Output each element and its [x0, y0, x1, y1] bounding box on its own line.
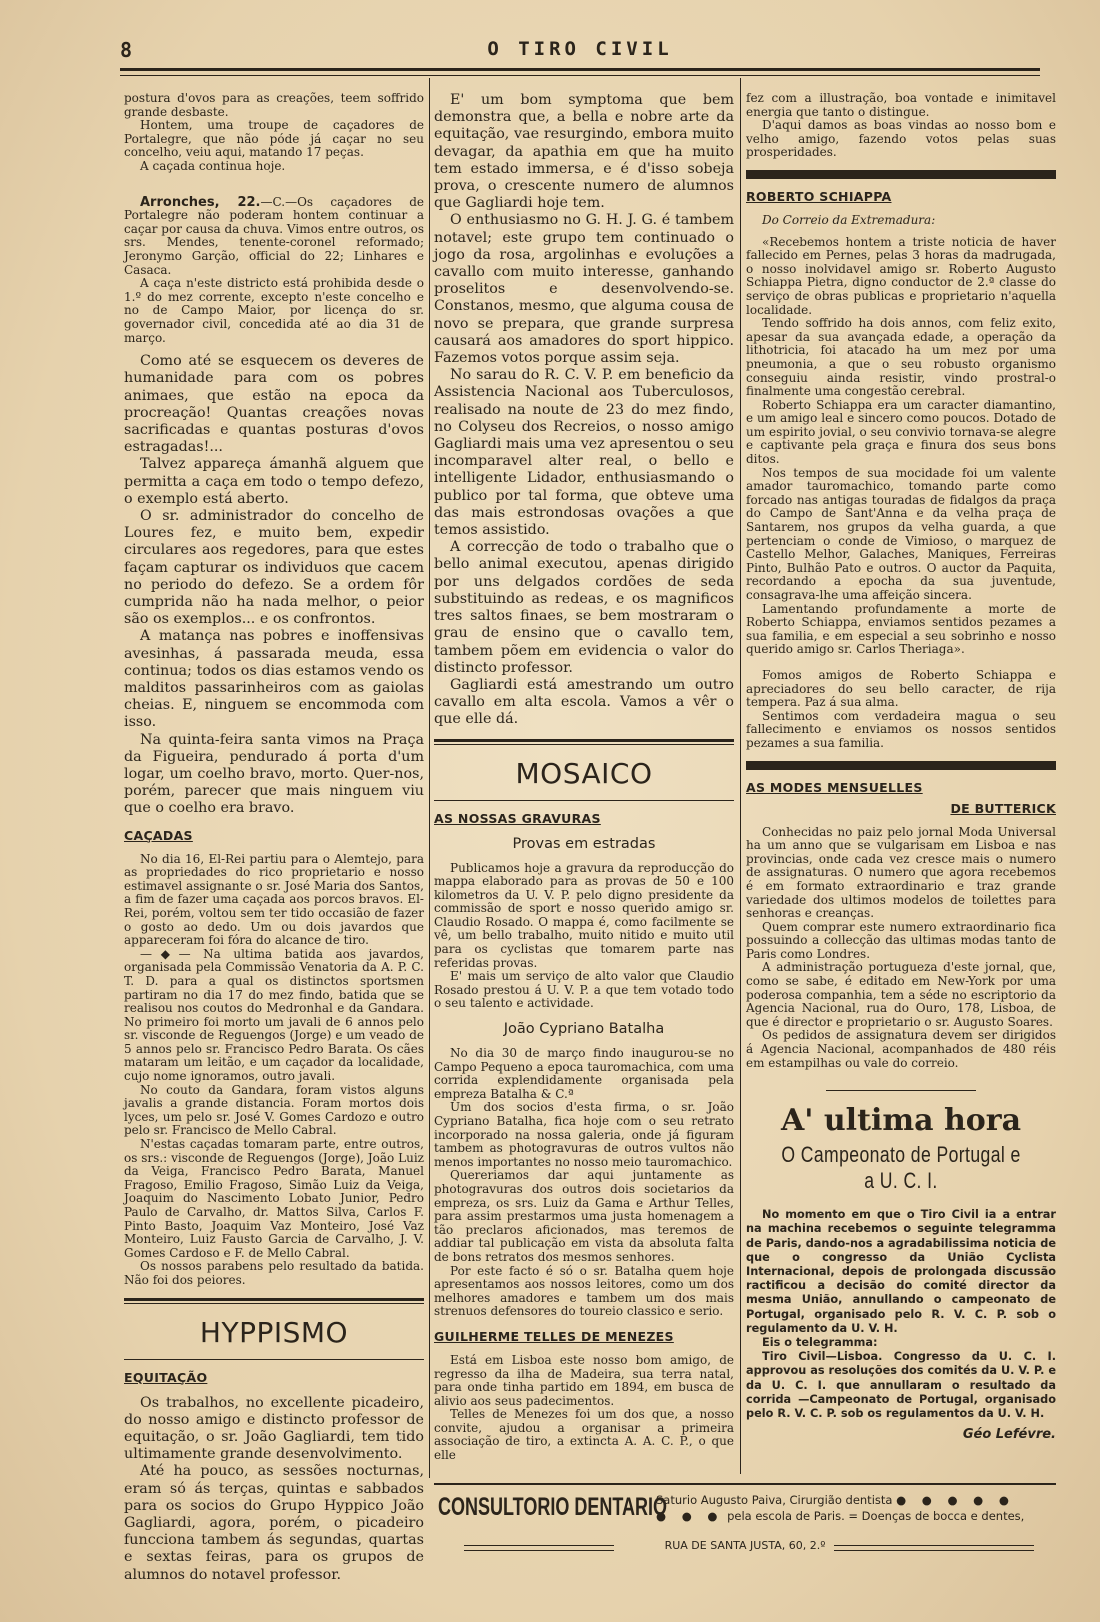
ad-address: RUA DE SANTA JUSTA, 60, 2.º [664, 1539, 826, 1552]
section-title-hyppismo: HYPPISMO [199, 1315, 349, 1349]
paragraph: N'estas caçadas tomaram parte, entre outros, os srs.: visconde de Reguengos (Jorge), João Luiz da Veiga, Francisco Pedro Barata, Manuel Fragoso, Emilio Fragoso, Simão Luiz da Veiga, Joaquim do Nascimento Lobato Junior, Pedro Paulo de Carvalho, dr. Mattos Silva, Carlos F. Pinto Basto, Joaquim Vaz Monteiro, José Vaz Monteiro, Luiz Fausto Garcia de Carvalho, J. V. Gomes Cardoso e F. de Mello Cabral. [124, 1137, 424, 1260]
section-heading-butterick: DE BUTTERICK [950, 800, 1056, 816]
dateline-text: —C.—Os caçadores de Portalegre não poderam hontem continuar a caçar por causa da chuva. Vimos entre outros, os srs. Mendes, tenente-coronel reformado; Jeronymo Garção, official do 22; Linhares e Casaca. [124, 194, 424, 277]
paragraph: Nos tempos de sua mocidade foi um valente amador tauromachico, tomando parte como forcado nas antigas touradas de fidalgos da praça do Campo de Sant'Anna e da velha praça de Santarem, nos grupos da velha guarda, a que pertenciam o conde de Vimioso, o marquez de Castello Melhor, Galaches, Maniques, Ferreiras Pinto, Bulhão Pato e outros. O auctor da Paquita, recordando a epocha da sua juventude, consagrava-lhe uma affeição sincera. [746, 465, 1056, 602]
title-rule [434, 800, 734, 801]
paragraph: Os nossos parabens pelo resultado da batida. Não foi dos peiores. [124, 1259, 424, 1287]
late-news-subtitle: O Campeonato de Portugal e a U. C. I. [781, 1142, 1021, 1194]
subheading-provas: Provas em estradas [512, 835, 656, 852]
section-heading-cacadas: CAÇADAS [124, 827, 193, 843]
paragraph: Quereriamos dar aqui juntamente as photogravuras dos outros dois societarios da empreza, os srs. Luiz da Gama e Arthur Telles, para assim prestarmos uma justa homenagem a tão preclaros aficionados, mas teremos de addiar tal publicação em vista da absoluta falta de bons retratos dos mesmos senhores. [434, 1168, 734, 1264]
section-rule [124, 1298, 424, 1304]
paragraph: Como até se esquecem os deveres de humanidade para com os pobres animaes, que estão na epoca da procreação! Quantas creações novas sacrificadas e quantas posturas d'ovos estragadas!... [124, 353, 424, 456]
ad-dots: ● ● ● ● ● [896, 1493, 1015, 1507]
spacer [124, 345, 424, 353]
section-title-mosaico: MOSAICO [515, 756, 653, 790]
paragraph: No dia 30 de março findo inaugurou-se no Campo Pequeno a epoca tauromachica, com uma corrida explendidamente organisada pela empreza Batalha & C.ª [434, 1046, 734, 1101]
ornament-bar [746, 170, 1056, 179]
column-3 [746, 92, 1056, 1474]
column-divider-1 [429, 78, 430, 1478]
paragraph: A correcção de todo o trabalho que o bello animal executou, apenas dirigido por uns delgados cordões de seda substituindo as redeas, e os magnificos tres saltos finaes, se bem mostraram o grau de ensino que o cavallo tem, tambem põem em evidencia o valor do distincto professor. [434, 539, 734, 676]
column-divider-2 [740, 78, 741, 1474]
paragraph: O enthusiasmo no G. H. J. G. é tambem notavel; este grupo tem continuado o jogo da rosa, argolinhas e evoluções a cavallo com muito interesse, ganhando proselitos e desenvolvendo-se. Constanos, mesmo, que alguma cousa de novo se prepara, que grande surpresa causará aos amadores do sport hippico. Fazemos votos porque assim seja. [434, 212, 734, 367]
paragraph: Conhecidas no paiz pelo jornal Moda Universal ha um anno que se vulgarisam em Lisboa e nas provincias, onde cada vez cresce mais o numero de assignaturas. O numero que agora recebemos é em formato extraordinario e traz grande variedade dos ultimos modelos de toilettes para senhoras e creanças. [746, 824, 1056, 921]
section-heading-telles: GUILHERME TELLES DE MENEZES [434, 1328, 674, 1344]
section-heading-schiappa: ROBERTO SCHIAPPA [746, 188, 892, 204]
ad-line-2-text: pela escola de Paris. = Doenças de bocca e dentes, [727, 1509, 1025, 1523]
paragraph: Um dos socios d'esta firma, o sr. João Cypriano Batalha, fica hoje com o seu retrato incorporado na nossa galeria, onde já figuram tambem as photogravuras de outros vultos não menos importantes no nosso meio tauromachico. [434, 1100, 734, 1169]
ad-line-2 [656, 1509, 1024, 1523]
paragraph: Na quinta-feira santa vimos na Praça da Figueira, pendurado á porta d'um logar, um coelho bravo, morto. Quer-nos, porém, parecer que mais ninguem viu que o coelho era bravo. [124, 731, 424, 817]
late-news-title: A' ultima hora [780, 1103, 1022, 1139]
paragraph: postura d'ovos para as creações, teem soffrido grande desbaste. [124, 91, 424, 119]
paragraph: Quem comprar este numero extraordinario fica possuindo a collecção das ultimas modas tanto de Paris como Londres. [746, 919, 1056, 961]
paragraph: Tendo soffrido ha dois annos, com feliz exito, apesar da sua avançada edade, a operação da lithotricia, foi atacado ha um mez por uma pneumonia, a que o seu robusto organismo conseguiu ainda resistir, vindo prostral-o finalmente uma congestão cerebral. [746, 316, 1056, 399]
paragraph: O sr. administrador do concelho de Loures fez, e muito bem, expedir circulares aos regedores, para que estes façam capturar os individuos que cacem no periodo do defezo. Se a ordem fôr cumprida não ha nada melhor, o peior são os exemplos... e os confrontos. [124, 507, 424, 628]
newspaper-title: O TIRO CIVIL [487, 38, 673, 60]
column-2 [434, 92, 734, 1474]
paragraph: Os pedidos de assignatura devem ser dirigidos á Agencia Nacional, acompanhados de 480 réis em estampilhas ou vale do correio. [746, 1028, 1056, 1070]
paragraph: Talvez appareça ámanhã alguem que permitta a caça em todo o tempo defezo, o exemplo está aberto. [124, 456, 424, 507]
paragraph: D'aqui damos as boas vindas ao nosso bom e velho amigo, fazendo votos pelas suas prosperidades. [746, 118, 1056, 160]
subheading-batalha: João Cypriano Batalha [503, 1021, 665, 1038]
title-rule [124, 1359, 424, 1360]
page-header [120, 36, 1040, 64]
paragraph: Do Correio da Extremadura: [762, 212, 936, 227]
ad-dots-2: ● ● ● [656, 1509, 724, 1523]
paragraph: —◆— Na ultima batida aos javardos, organisada pela Commissão Venatoria da A. P. C. T. D. para a qual os distinctos sportsmen partiram no dia 17 do mez findo, batida que se realisou nos coutos do Medronhal e da Gandara. No primeiro foi morto um javali de 6 annos pelo sr. visconde de Reguengos (Jorge) e um veado de 5 annos pelo sr. Francisco Pedro Barata. Os cães mataram um leitão, e um caçador da localidade, cujo nome ignoramos, outro javali. [124, 946, 424, 1084]
ad-name: CONSULTORIO DENTARIO [438, 1493, 668, 1521]
paragraph: Os trabalhos, no excellente picadeiro, do nosso amigo e distincto professor de equitação, o sr. João Gagliardi, tem tido ultimamente grande desenvolvimento. [124, 1394, 424, 1463]
paragraph: Lamentando profundamente a morte de Roberto Schiappa, enviamos sentidos pezames a sua familia, e em especial a seu sobrinho e nosso querido amigo sr. Carlos Theriaga». [746, 601, 1056, 657]
section-heading-equitacao: EQUITAÇÃO [124, 1369, 208, 1385]
paragraph: Está em Lisboa este nosso bom amigo, de regresso da ilha de Madeira, sua terra natal, para onde tinha partido em 1894, em busca de alivio aos seus padecimentos. [434, 1352, 734, 1408]
section-heading-modes: AS MODES MENSUELLES [746, 779, 923, 795]
paragraph: A caçada continua hoje. [140, 158, 286, 173]
paragraph: Gagliardi está amestrando um outro cavallo em alta escola. Vamos a vêr o que elle dá. [434, 676, 734, 728]
signature: Géo Lefévre. [962, 1427, 1056, 1443]
paragraph: E' mais um serviço de alto valor que Claudio Rosado prestou á U. V. P. a que tem votado todo o seu talento e actividade. [434, 969, 734, 1011]
paragraph: Sentimos com verdadeira magua o seu fallecimento e enviamos os nossos sentidos pezames a sua familia. [746, 708, 1056, 750]
ornament-bar [746, 761, 1056, 770]
telegram-text: Tiro Civil—Lisboa. Congresso da U. C. I. approvou as resoluções dos comités da U. V. P. e da U. C. I. que annullaram o resultado da corrida —Campeonato de Portugal, organisado pelo R. V. C. P. sob os regulamentos da U. V. H. [746, 1350, 1056, 1421]
paragraph: Fomos amigos de Roberto Schiappa e apreciadores do seu bello caracter, de rija tempera. Paz á sua alma. [746, 667, 1056, 710]
paragraph: Publicamos hoje a gravura da reproducção do mappa elaborado para as provas de 50 e 100 kilometros da U. V. P. pelo digno presidente da commissão de sport e nosso querido amigo sr. Claudio Rosado. O mappa é, como facilmente se vê, um bello trabalho, muito nitido e muito util para os cyclistas que tomarem parte nas referidas provas. [434, 860, 734, 970]
paragraph: A matança nas pobres e inoffensivas avesinhas, á passarada meuda, essa continua; todos os dias estamos vendo os malditos passarinheiros com as gaiolas cheias. E, ninguem se encommoda com isso. [124, 628, 424, 731]
header-rule [120, 68, 1040, 76]
paragraph: Hontem, uma troupe de caçadores de Portalegre, que não póde já caçar no seu concelho, veiu aqui, matando 17 peças. [124, 118, 424, 160]
telegram-intro: No momento em que o Tiro Civil ia a entrar na machina recebemos o seguinte telegramma de Paris, dando-nos a agradabilissima noticia de que o congresso da União Cyclista Internacional, depois de prolongada discussão ractificou a decisão do comité director da mesma União, annullando o campeonato de Portugal, organisado pelo R. V. C. P. sob o regulamento da U. V. H. [746, 1208, 1056, 1335]
dateline: Arronches, 22. [140, 194, 261, 210]
short-rule [826, 1090, 976, 1091]
column-1 [124, 91, 424, 1583]
dateline-paragraph [124, 196, 424, 278]
paragraph: A caça n'este districto está prohibida desde o 1.º do mez corrente, excepto n'este concelho e no de Campo Maior, por licença do sr. governador civil, concedida até ao dia 31 de março. [124, 276, 424, 345]
spacer [124, 174, 424, 196]
section-heading-gravuras: AS NOSSAS GRAVURAS [434, 810, 601, 826]
paragraph: Até ha pouco, as sessões nocturnas, eram só ás terças, quintas e sabbados para os socios do Grupo Hyppico João Gagliardi, agora, porém, o picadeiro funcciona tambem ás segundas, quartas e sextas feiras, para os grupos de alumnos do notavel professor. [124, 1463, 424, 1583]
ad-rule [434, 1483, 1056, 1485]
paragraph: Telles de Menezes foi um dos que, a nosso convite, ajudou a organisar a primeira associação de tiro, a extincta A. A. C. P., o que elle [434, 1407, 734, 1463]
paragraph: No couto da Gandara, foram vistos alguns javalis a grande distancia. Foram mortos dois lyces, um pelo sr. José V. Gomes Cardozo e outro pelo sr. Francisco de Mello Cabral. [124, 1082, 424, 1138]
ad-line-1-text: Saturio Augusto Paiva, Cirurgião dentista [656, 1493, 893, 1507]
paragraph: A administração portugueza d'este jornal, que, como se sabe, é editado em New-York por uma poderosa companhia, tem a séde no escriptorio da Agencia Nacional, rua do Ouro, 178, Lisboa, de que é director e proprietario o sr. Augusto Soares. [746, 960, 1056, 1029]
paragraph: No sarau do R. C. V. P. em beneficio da Assistencia Nacional aos Tuberculosos, realisado na noute de 23 do mez findo, no Colyseu dos Recreios, o nosso amigo Gagliardi mais uma vez apresentou o seu incomparavel alter real, o bello e intelligente Lidador, enthusiasmando o publico por tal forma, que obteve uma das mais estrondosas ovações a que temos assistido. [434, 367, 734, 539]
paragraph: Por este facto é só o sr. Batalha quem hoje apresentamos aos nossos leitores, como um dos melhores amadores e tambem um dos mais strenuos defensores do toureio classico e serio. [434, 1263, 734, 1319]
paragraph: E' um bom symptoma que bem demonstra que, a bella e nobre arte da equitação, vae resurgindo, embora muito devagar, da apathia em que ha muito tem estado immersa, e é d'isso sobeja prova, o crescente numero de alumnos que Gagliardi hoje tem. [434, 92, 734, 212]
dental-advertisement [434, 1483, 1056, 1565]
page-number: 8 [120, 38, 133, 62]
ad-line-1 [656, 1493, 1015, 1507]
paragraph: No dia 16, El-Rei partiu para o Alemtejo, para as propriedades do rico proprietario e nosso estimavel assignante o sr. José Maria dos Santos, a fim de fazer uma caçada aos porcos bravos. El-Rei, porém, voltou sem ter tido occasião de fazer o gosto ao dedo. Um ou dois javardos que appareceram foi fóra do alcance de tiro. [124, 851, 424, 948]
section-rule [434, 739, 734, 745]
paragraph: «Recebemos hontem a triste noticia de haver fallecido em Pernes, pelas 3 horas da madrugada, o nosso inolvidavel amigo sr. Roberto Augusto Schiappa Pietra, digno conductor de 2.ª classe do serviço de obras publicas e proprietario n'aquella localidade. [746, 234, 1056, 317]
telegram-label: Eis o telegramma: [762, 1336, 878, 1350]
paragraph: Roberto Schiappa era um caracter diamantino, e um amigo leal e sincero como poucos. Dotado de um espirito jovial, o seu convivio tornava-se alegre e captivante pela graça e finura dos seus bons ditos. [746, 397, 1056, 467]
paragraph: fez com a illustração, boa vontade e inimitavel energia que tanto o distingue. [746, 91, 1056, 119]
